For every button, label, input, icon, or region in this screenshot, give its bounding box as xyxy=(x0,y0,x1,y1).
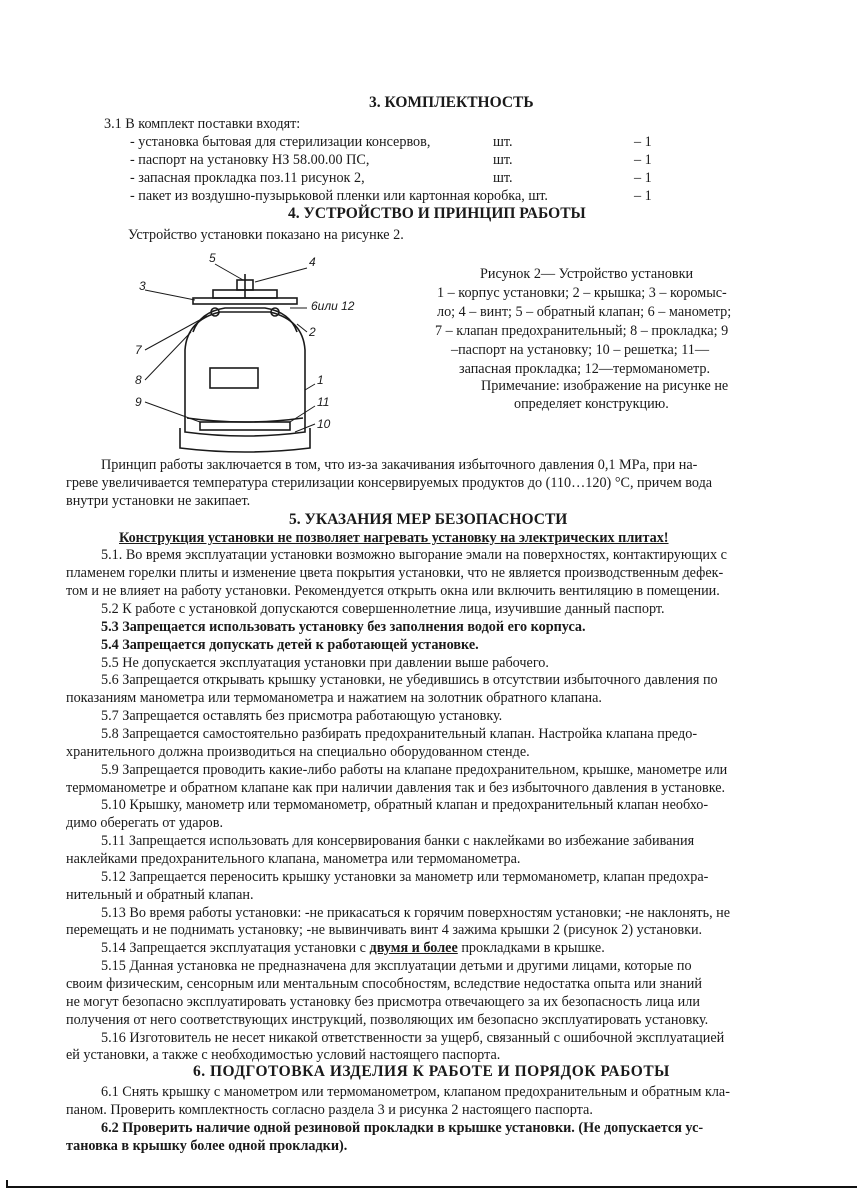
grate-shape xyxy=(180,428,310,452)
safety-line-bold: 5.3 Запрещается использовать установку без заполнения водой его корпуса. xyxy=(101,619,586,635)
label-6: 6или 12 xyxy=(311,299,355,313)
safety-line: 5.13 Во время работы установки: -не прикасаться к горячим поверхностям установки; -не наклонять, не xyxy=(101,905,731,921)
safety-line-bold: 5.4 Запрещается допускать детей к работающей установке. xyxy=(101,637,479,653)
label-1: 1 xyxy=(317,373,324,387)
section4-title: 4. УСТРОЙСТВО И ПРИНЦИП РАБОТЫ xyxy=(288,205,586,222)
section4-intro: Устройство установки показано на рисунке 2. xyxy=(128,227,404,243)
kit-item-name: - запасная прокладка поз.11 рисунок 2, xyxy=(130,170,365,186)
label-10: 10 xyxy=(317,417,331,431)
safety-line: показаниям манометра или термоманометра и нажатием на золотник обратного клапана. xyxy=(66,690,602,706)
principle-line: внутри установки не закипает. xyxy=(66,493,251,509)
safety-line: 5.11 Запрещается использовать для консервирования банки с наклейками во избежание забивания xyxy=(101,833,695,849)
figure-note: определяет конструкцию. xyxy=(514,396,669,412)
prep-line: паном. Проверить комплектность согласно раздела 3 и рисунка 2 настоящего паспорта. xyxy=(66,1102,593,1118)
safety-line: 5.15 Данная установка не предназначена для эксплуатации детьми и другими лицами, которые по xyxy=(101,958,692,974)
safety-line: димо оберегать от ударов. xyxy=(66,815,224,831)
figure-caption-line: 1 – корпус установки; 2 – крышка; 3 – коромыс- xyxy=(437,285,727,301)
safety-line: термоманометре и обратном клапане как при наличии давления так и без избыточного давления в установке. xyxy=(66,780,726,796)
prep-line-bold: 6.2 Проверить наличие одной резиновой прокладки в крышке установки. (Не допускается ус- xyxy=(101,1120,704,1136)
safety-line: 5.5 Не допускается эксплуатация установки при давлении выше рабочего. xyxy=(101,655,549,671)
label-4: 4 xyxy=(309,255,316,269)
safety-line: 5.10 Крышку, манометр или термоманометр, обратный клапан и предохранительный клапан необхо- xyxy=(101,797,709,813)
section3-title: 3. КОМПЛЕКТНОСТЬ xyxy=(369,94,534,111)
figure-caption-line: 7 – клапан предохранительный; 8 – прокладка; 9 xyxy=(435,323,729,339)
section5-title: 5. УКАЗАНИЯ МЕР БЕЗОПАСНОСТИ xyxy=(289,511,568,528)
safety-line: 5.7 Запрещается оставлять без присмотра работающую установку. xyxy=(101,708,503,724)
kit-item-unit: шт. xyxy=(493,152,513,168)
label-5: 5 xyxy=(209,251,216,265)
figure-caption-line: –паспорт на установку; 10 – решетка; 11— xyxy=(451,342,710,358)
safety-line: 5.8 Запрещается самостоятельно разбирать предохранительный клапан. Настройка клапана предо- xyxy=(101,726,698,742)
kit-item-qty: – 1 xyxy=(634,134,652,150)
device-figure xyxy=(125,250,365,465)
prep-line: 6.1 Снять крышку с манометром или термоманометром, клапаном предохранительным и обратным кла- xyxy=(101,1084,730,1100)
safety-line: 5.1. Во время эксплуатации установки возможно выгорание эмали на поверхностях, контактирующих с xyxy=(101,547,727,563)
safety-line: 5.2 К работе с установкой допускаются совершеннолетние лица, изучившие данный паспорт. xyxy=(101,601,665,617)
kit-item-name: - пакет из воздушно-пузырьковой пленки или картонная коробка, шт. xyxy=(130,188,548,204)
kit-item-qty: – 1 xyxy=(634,152,652,168)
figure-caption-line: ло; 4 – винт; 5 – обратный клапан; 6 – манометр; xyxy=(437,304,732,320)
safety-line: своим физическим, сенсорным или ментальным способностям, вследствие недостатка опыта или знаний xyxy=(66,976,702,992)
safety-line: получения от него соответствующих инструкций, позволяющих им безопасно эксплуатировать установку. xyxy=(66,1012,709,1028)
safety-line: 5.16 Изготовитель не несет никакой ответственности за ущерб, связанный с ошибочной эксплуатацией xyxy=(101,1030,725,1046)
label-rect xyxy=(210,368,258,388)
safety-line: 5.12 Запрещается переносить крышку установки за манометр или термоманометр, клапан предохра- xyxy=(101,869,709,885)
spare-gasket xyxy=(200,422,290,430)
label-3: 3 xyxy=(139,279,146,293)
label-9: 9 xyxy=(135,395,142,409)
figure-note: Примечание: изображение на рисунке не xyxy=(481,378,729,394)
safety-line: не могут безопасно эксплуатировать установку без присмотра отвечающего за их безопасность лица или xyxy=(66,994,700,1010)
safety-line: пламенем горелки плиты и изменение цвета покрытия установки, что не является производственным дефек- xyxy=(66,565,724,581)
page-corner-mark xyxy=(6,1180,8,1188)
principle-line: греве увеличивается температура стерилизации консервируемых продуктов до (110…120) °С, причем вода xyxy=(66,475,713,491)
section6-title: 6. ПОДГОТОВКА ИЗДЕЛИЯ К РАБОТЕ И ПОРЯДОК РАБОТЫ xyxy=(193,1063,670,1080)
safety-line: хранительного должна производиться на специально оборудованном стенде. xyxy=(66,744,530,760)
safety-5-14-emphasis: двумя и более xyxy=(369,940,458,956)
label-2: 2 xyxy=(309,325,316,339)
label-8: 8 xyxy=(135,373,142,387)
safety-line: 5.6 Запрещается открывать крышку установки, не убедившись в отсутствии избыточного давления по xyxy=(101,672,718,688)
label-7: 7 xyxy=(135,343,142,357)
kit-item-unit: шт. xyxy=(493,170,513,186)
figure-caption-line: запасная прокладка; 12—термоманометр. xyxy=(459,361,711,377)
kit-item-unit: шт. xyxy=(493,134,513,150)
safety-line: 5.9 Запрещается проводить какие-либо работы на клапане предохранительном, крышке, манометре или xyxy=(101,762,728,778)
body-shape xyxy=(185,312,305,436)
safety-line: наклейками предохранительного клапана, манометра или термоманометра. xyxy=(66,851,521,867)
safety-line: ей установки, а также с необходимостью условий настоящего паспорта. xyxy=(66,1047,501,1063)
kit-item-qty: – 1 xyxy=(634,188,652,204)
kit-item-qty: – 1 xyxy=(634,170,652,186)
safety-5-14-end: прокладками в крышке. xyxy=(457,940,605,956)
page-bottom-border xyxy=(6,1186,857,1188)
section3-intro: 3.1 В комплект поставки входят: xyxy=(104,116,301,132)
safety-5-14-start: 5.14 Запрещается эксплуатация установки с xyxy=(101,940,370,956)
warning-text: Конструкция установки не позволяет нагревать установку на электрических плитах! xyxy=(119,530,669,546)
kit-item-name: - установка бытовая для стерилизации консервов, xyxy=(130,134,431,150)
label-11: 11 xyxy=(317,395,330,409)
figure-caption-title: Рисунок 2— Устройство установки xyxy=(480,266,694,282)
safety-line: перемещать и не поднимать установку; -не вывинчивать винт 4 зажима крышки 2 (рисунок 2) установки. xyxy=(66,922,703,938)
safety-line-5-14 xyxy=(101,940,605,957)
prep-line-bold: тановка в крышку более одной прокладки). xyxy=(66,1138,348,1154)
kit-item-name: - паспорт на установку НЗ 58.00.00 ПС, xyxy=(130,152,370,168)
principle-line: Принцип работы заключается в том, что из-за закачивания избыточного давления 0,1 МРа, при на- xyxy=(101,457,698,473)
safety-line: том и не влияет на работу установки. Рекомендуется открыть окна или включить вентиляцию в помещении. xyxy=(66,583,720,599)
safety-line: нительный и обратный клапан. xyxy=(66,887,254,903)
yoke-beam xyxy=(193,298,297,304)
